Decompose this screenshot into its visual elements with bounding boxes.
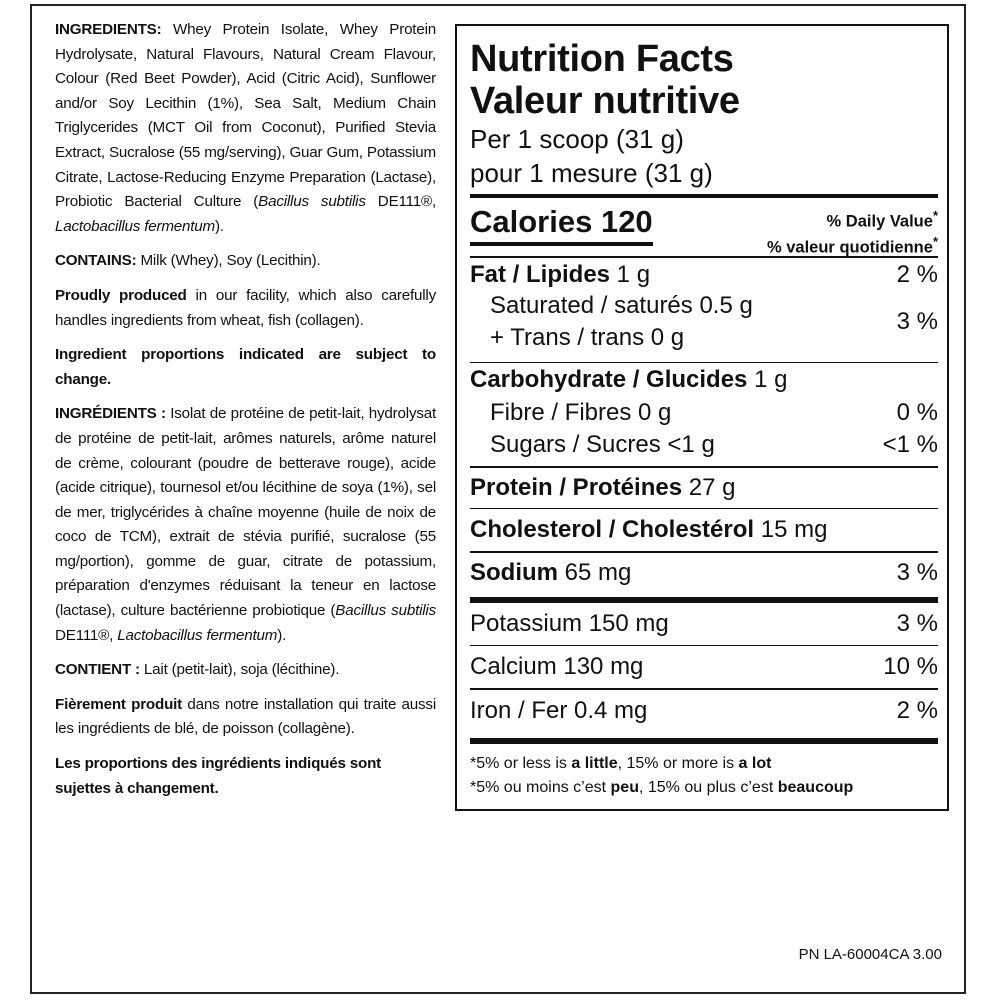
contains-en-text: Milk (Whey), Soy (Lecithin). [136,252,321,270]
divider-thick [470,738,938,744]
ingredients-en-text: ). [215,217,224,235]
fibre-label: Fibre / Fibres 0 g [490,399,672,426]
iron-pct: 2 % [896,696,938,724]
saturated-trans-labels [470,290,753,354]
ingredients-en-italic: Lactobacillus fermentum [55,217,216,235]
fibre-row [470,397,938,429]
contains-en-label: CONTAINS: [55,252,137,270]
fibre-pct: 0 % [896,399,938,426]
calcium-row [470,646,938,688]
daily-value-en: % Daily Value [826,212,933,231]
fat-pct: 2 % [896,260,938,288]
saturated-trans-pct: 3 % [896,307,938,335]
calcium-pct: 10 % [883,653,938,680]
potassium-pct: 3 % [896,609,938,637]
footnote-bold: peu [610,778,639,796]
ingredients-en-italic: Bacillus subtilis [258,193,366,211]
footnote-text: , 15% ou plus c’est [638,778,778,796]
footnote-text: *5% ou moins c’est [470,778,611,796]
footnote-fr [470,776,938,800]
cholesterol-label: Cholesterol / Cholestérol [470,516,755,543]
carb-label: Carbohydrate / Glucides [470,366,748,393]
protein-row [470,468,938,508]
saturated-label: Saturated / saturés 0.5 g [490,291,753,319]
contains-en [55,249,436,274]
asterisk: * [932,233,938,249]
footnote-text: , 15% or more is [617,754,739,772]
protein-label: Protein / Protéines [470,473,683,501]
iron-row [470,690,938,732]
produced-en-text: in our facility, which also carefully handles ingredients from wheat, fish (collagen). [55,286,436,329]
nutrition-facts-table [455,24,949,811]
iron-label: Iron / Fer 0.4 mg [470,696,648,724]
trans-label: + Trans / trans 0 g [490,323,685,351]
sugars-label: Sugars / Sucres <1 g [490,431,715,458]
ingredients-fr-text: DE111®, [55,626,118,644]
contains-fr-label: CONTIENT : [55,661,140,679]
contains-fr [55,658,436,683]
ingredients-fr-label: INGRÉDIENTS : [55,405,166,423]
fat-row [470,260,938,290]
calcium-label: Calcium 130 mg [470,653,644,680]
protein-amount: 27 g [682,473,736,501]
nutrition-title-en: Nutrition Facts [470,38,734,80]
ingredients-fr-italic: Bacillus subtilis [335,602,437,620]
ingredients-column [55,18,436,811]
nutrition-title-fr: Valeur nutritive [470,80,740,122]
sodium-pct: 3 % [896,558,938,586]
fat-amount: 1 g [610,260,651,288]
sugars-pct: <1 % [882,431,938,458]
saturated-trans-row [470,290,938,354]
footnote-bold: a lot [738,754,772,772]
daily-value-header [767,206,938,257]
potassium-row [470,603,938,645]
ingredients-en-text: Whey Protein Isolate, Whey Protein Hydrolysate, Natural Flavours, Natural Cream Flavour, Colour (Red Beet Powder), Acid (Citric Acid), Sunflower and/or Soy Lecithin (1%), Sea Salt, Medium Chain Triglycerides (MCT Oil from Coconut), Purified Stevia Extract, Sucralose (55 mg/serving), Guar Gum, Potassium Citrate, Lactose-Reducing Enzyme Preparation (Lactase), Probiotic Bacterial Culture ( [55,21,436,211]
calories-row [470,198,938,256]
proportions-en [55,343,436,392]
sodium-amount: 65 mg [558,558,632,586]
cholesterol-row [470,509,938,551]
ingredients-fr-text: ). [277,626,287,644]
part-number: PN LA-60004CA 3.00 [798,946,942,963]
ingredients-en-text: DE111®, [365,193,436,211]
produced-en [55,284,436,333]
footnote-bold: a little [571,754,618,772]
proportions-fr [55,752,436,801]
ingredients-fr [55,402,436,648]
footnote [470,752,938,800]
ingredients-en-label: INGREDIENTS: [55,21,162,38]
footnote-text: *5% or less is [470,754,572,772]
asterisk: * [932,208,938,223]
produced-fr-label: Fièrement produit [55,695,183,713]
ingredients-fr-text: Isolat de protéine de petit-lait, hydrolysat de protéine de petit-lait, arômes naturels, arôme naturel de crème, colourant (poudre de betterave rouge), acide (acide citrique), tournesol et/ou lécithine de soya (1%), sel de mer, triglycérides à chaîne moyenne (huile de noix de coco de TCM), extrait de stévia purifié, sucralose (55 mg/portion), gomme de guar, citrate de potassium, préparation d'enzymes réduisant la teneur en lactose (lactase), culture bactérienne probiotique ( [55,405,436,620]
cholesterol-amount: 15 mg [754,516,828,543]
sugars-row [470,429,938,461]
footnote-en [470,752,938,776]
proportions-fr-text: Les proportions des ingrédients indiqués sont sujettes à changement. [55,755,382,797]
sodium-label: Sodium [470,558,558,586]
produced-en-label: Proudly produced [55,286,187,304]
ingredients-fr-italic: Lactobacillus fermentum [117,626,278,644]
carb-amount: 1 g [747,366,788,393]
carbohydrate-row [470,363,938,397]
serving-size-fr: pour 1 mesure (31 g) [470,158,713,188]
produced-fr [55,693,436,742]
sodium-row [470,553,938,593]
ingredients-en [55,18,436,239]
contains-fr-text: Lait (petit-lait), soja (lécithine). [139,661,340,679]
footnote-bold: beaucoup [777,778,854,796]
produced-fr-text: dans notre installation qui traite aussi les ingrédients de blé, de poisson (collagène). [55,695,436,738]
calories: Calories 120 [470,204,653,246]
daily-value-fr: % valeur quotidienne [766,238,933,256]
serving-size-en: Per 1 scoop (31 g) [470,124,684,154]
proportions-en-text: Ingredient proportions indicated are subject to change. [55,346,436,388]
potassium-label: Potassium 150 mg [470,609,669,637]
fat-label: Fat / Lipides [470,260,611,288]
